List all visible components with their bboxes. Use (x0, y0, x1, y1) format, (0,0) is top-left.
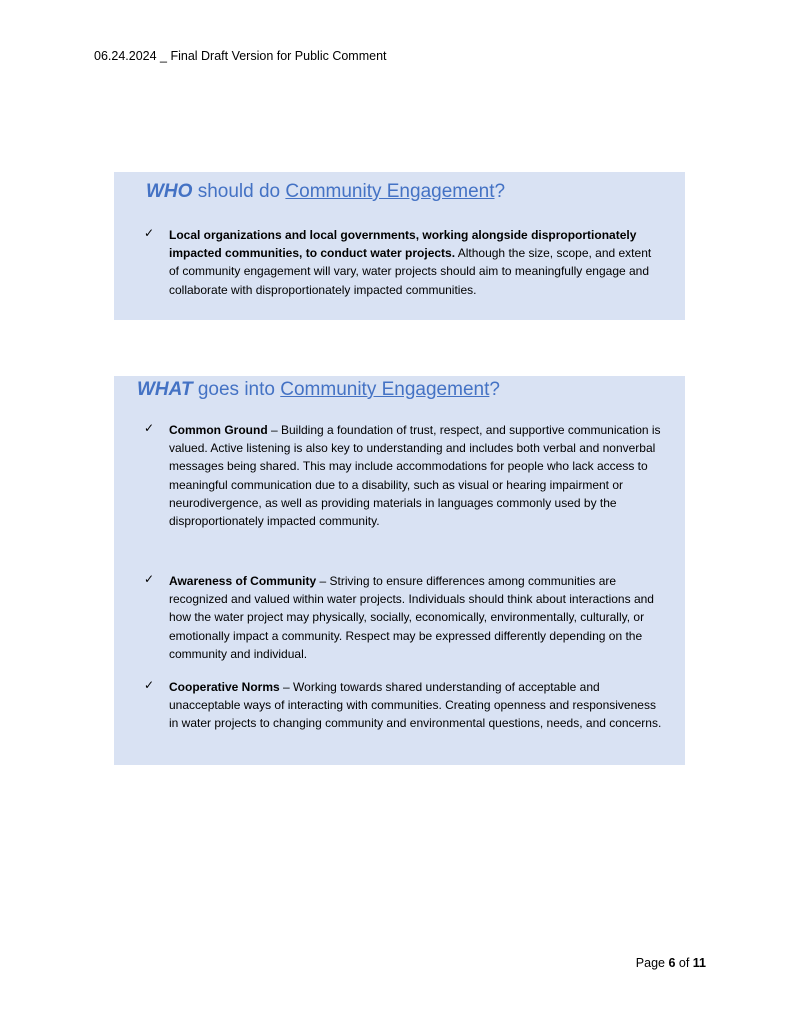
who-title-end: ? (494, 181, 506, 202)
what-item-body: – Building a foundation of trust, respect, and supportive communication is valued. Active listening is also key to understanding and includes both verbal and nonverbal messages being shared. This may include accommodations for people who lack access to meaningful communication due to a disability, such as visual or hearing impairment or neurodivergence, as well as providing materials in languages commonly used by the disproportionately impacted community. (169, 423, 661, 529)
checkmark-icon: ✓ (144, 226, 155, 240)
page-prefix: Page (635, 956, 669, 970)
what-item-bold: Cooperative Norms (169, 680, 280, 694)
who-title-middle: should do (192, 181, 286, 202)
page-total: 11 (692, 956, 706, 970)
what-title-link[interactable]: Community Engagement (280, 379, 490, 400)
what-list-item-awareness (144, 572, 664, 663)
what-item-text (169, 572, 664, 663)
what-item-body: – Working towards shared understanding of acceptable and unacceptable ways of interacting with communities. Creating openness and responsiveness in water projects to changing community and environmental questions, needs, and concerns. (169, 680, 662, 731)
who-list-item (144, 226, 664, 299)
what-box-title (137, 379, 500, 401)
page-number (636, 956, 706, 970)
what-box (114, 376, 685, 765)
what-title-end: ? (489, 379, 500, 400)
who-box (114, 172, 685, 320)
who-item-body: Although the size, scope, and extent of community engagement will vary, water projects should aim to meaningfully engage and collaborate with disproportionately impacted communities. (169, 246, 652, 297)
page-header: 06.24.2024 _ Final Draft Version for Public Comment (94, 49, 387, 63)
who-title-link[interactable]: Community Engagement (285, 181, 495, 202)
what-item-text (169, 678, 664, 733)
page-of: of (675, 956, 693, 970)
what-item-text (169, 421, 664, 530)
checkmark-icon: ✓ (144, 678, 155, 692)
who-title-emphasis: WHO (146, 181, 193, 202)
who-item-bold: Local organizations and local governments, working alongside disproportionately impacted communities, to conduct water projects. (169, 228, 637, 261)
who-box-title (146, 181, 505, 203)
page-current: 6 (668, 956, 676, 970)
what-item-bold: Awareness of Community (169, 574, 317, 588)
what-title-middle: goes into (192, 379, 281, 400)
checkmark-icon: ✓ (144, 421, 155, 435)
what-list-item-cooperative-norms (144, 678, 664, 733)
who-item-text (169, 226, 664, 299)
what-title-emphasis: WHAT (137, 379, 193, 400)
checkmark-icon: ✓ (144, 572, 155, 586)
what-item-body: – Striving to ensure differences among communities are recognized and valued within water projects. Individuals should think about interactions and how the water project may physically, socially, economically, environmentally, culturally, or emotionally impact a community. Respect may be expressed differently depending on the community and individual. (169, 574, 654, 661)
what-list-item-common-ground (144, 421, 664, 530)
what-item-bold: Common Ground (169, 423, 268, 437)
